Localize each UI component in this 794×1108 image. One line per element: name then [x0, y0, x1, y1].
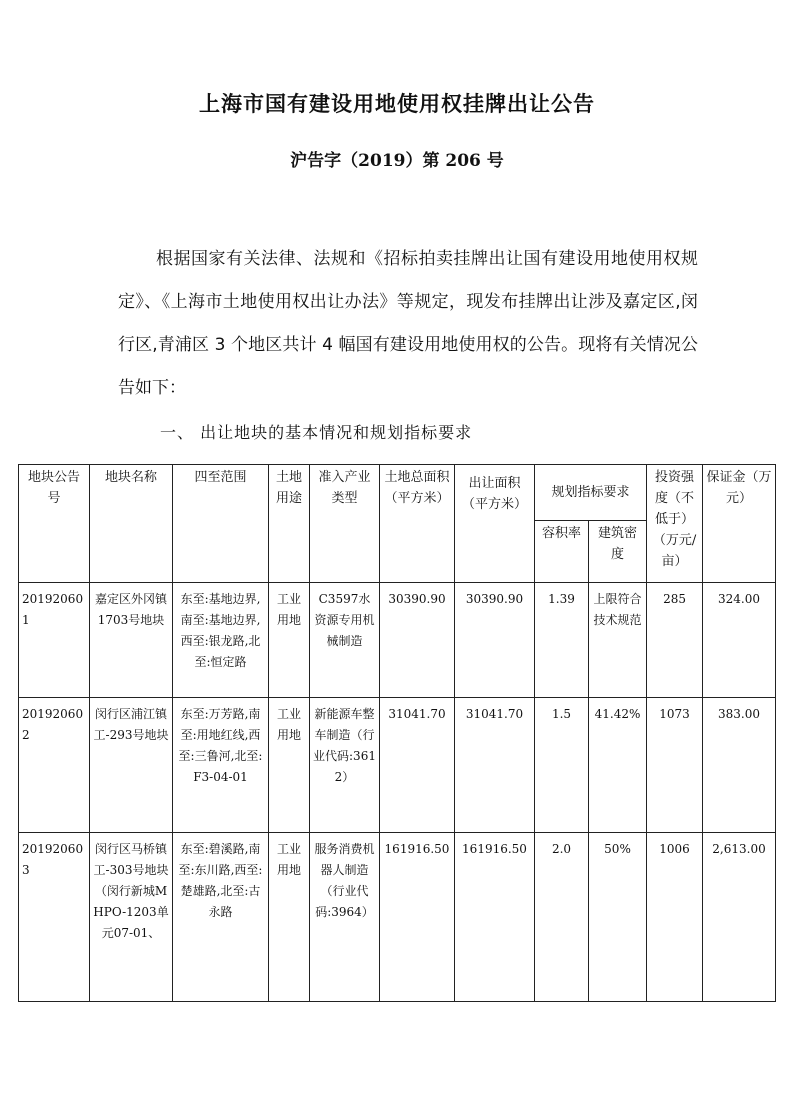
header-investment-intensity: 投资强度（不低于）（万元/亩） — [647, 465, 703, 583]
section-heading: 一、 出让地块的基本情况和规划指标要求 — [160, 423, 473, 442]
parcel-no-cell: 201920603 — [19, 833, 90, 1002]
document-number: 沪告字（2019）第 206 号 — [290, 151, 504, 171]
boundary-cell: 东至:万芳路,南至:用地红线,西至:三鲁河,北至:F3-04-01 — [173, 698, 269, 833]
boundary-cell: 东至:碧溪路,南至:东川路,西至:楚雄路,北至:古永路 — [173, 833, 269, 1002]
investment-cell: 1073 — [647, 698, 703, 833]
sale-area-cell: 31041.70 — [455, 698, 535, 833]
far-cell: 2.0 — [535, 833, 589, 1002]
parcel-no-cell: 201920601 — [19, 583, 90, 698]
total-area-cell: 30390.90 — [380, 583, 455, 698]
industry-cell: C3597水资源专用机械制造 — [310, 583, 380, 698]
sale-area-cell: 161916.50 — [455, 833, 535, 1002]
header-parcel-no: 地块公告号 — [19, 465, 90, 583]
table-row — [19, 833, 776, 1002]
density-cell: 41.42% — [589, 698, 647, 833]
header-total-area: 土地总面积（平方米） — [380, 465, 455, 583]
header-land-use: 土地用途 — [269, 465, 310, 583]
investment-cell: 285 — [647, 583, 703, 698]
table-row — [19, 583, 776, 698]
sale-area-cell: 30390.90 — [455, 583, 535, 698]
header-industry-type: 准入产业类型 — [310, 465, 380, 583]
far-cell: 1.39 — [535, 583, 589, 698]
header-boundary: 四至范围 — [173, 465, 269, 583]
header-deposit: 保证金（万元） — [703, 465, 776, 583]
industry-cell: 服务消费机器人制造（行业代码:3964） — [310, 833, 380, 1002]
total-area-cell: 31041.70 — [380, 698, 455, 833]
header-parcel-name: 地块名称 — [90, 465, 173, 583]
investment-cell: 1006 — [647, 833, 703, 1002]
parcel-name-cell: 闵行区浦江镇工-293号地块 — [90, 698, 173, 833]
deposit-cell: 324.00 — [703, 583, 776, 698]
parcel-name-cell: 嘉定区外冈镇1703号地块 — [90, 583, 173, 698]
page-title: 上海市国有建设用地使用权挂牌出让公告 — [199, 92, 595, 116]
intro-paragraph: 根据国家有关法律、法规和《招标拍卖挂牌出让国有建设用地使用权规定》、《上海市土地使用权出让办法》等规定，现发布挂牌出让涉及嘉定区,闵行区,青浦区 3 个地区共计 4 幅国有建设用地使用权的公告。现将有关情况公告如下： — [118, 249, 698, 398]
industry-cell: 新能源车整车制造（行业代码:3612） — [310, 698, 380, 833]
land-parcel-table — [18, 464, 776, 1002]
parcel-name-cell: 闵行区马桥镇工-303号地块（闵行新城MHPO-1203单元07-01、 — [90, 833, 173, 1002]
land-use-cell: 工业用地 — [269, 833, 310, 1002]
header-floor-area-ratio: 容积率 — [535, 521, 589, 583]
density-cell: 50% — [589, 833, 647, 1002]
deposit-cell: 2,613.00 — [703, 833, 776, 1002]
header-sale-area: 出让面积（平方米） — [455, 465, 535, 583]
deposit-cell: 383.00 — [703, 698, 776, 833]
boundary-cell: 东至:基地边界,南至:基地边界,西至:银龙路,北至:恒定路 — [173, 583, 269, 698]
land-use-cell: 工业用地 — [269, 583, 310, 698]
density-cell: 上限符合技术规范 — [589, 583, 647, 698]
header-planning-indicators: 规划指标要求 — [535, 465, 647, 521]
header-building-density: 建筑密度 — [589, 521, 647, 583]
land-use-cell: 工业用地 — [269, 698, 310, 833]
table-row — [19, 698, 776, 833]
parcel-no-cell: 201920602 — [19, 698, 90, 833]
far-cell: 1.5 — [535, 698, 589, 833]
total-area-cell: 161916.50 — [380, 833, 455, 1002]
